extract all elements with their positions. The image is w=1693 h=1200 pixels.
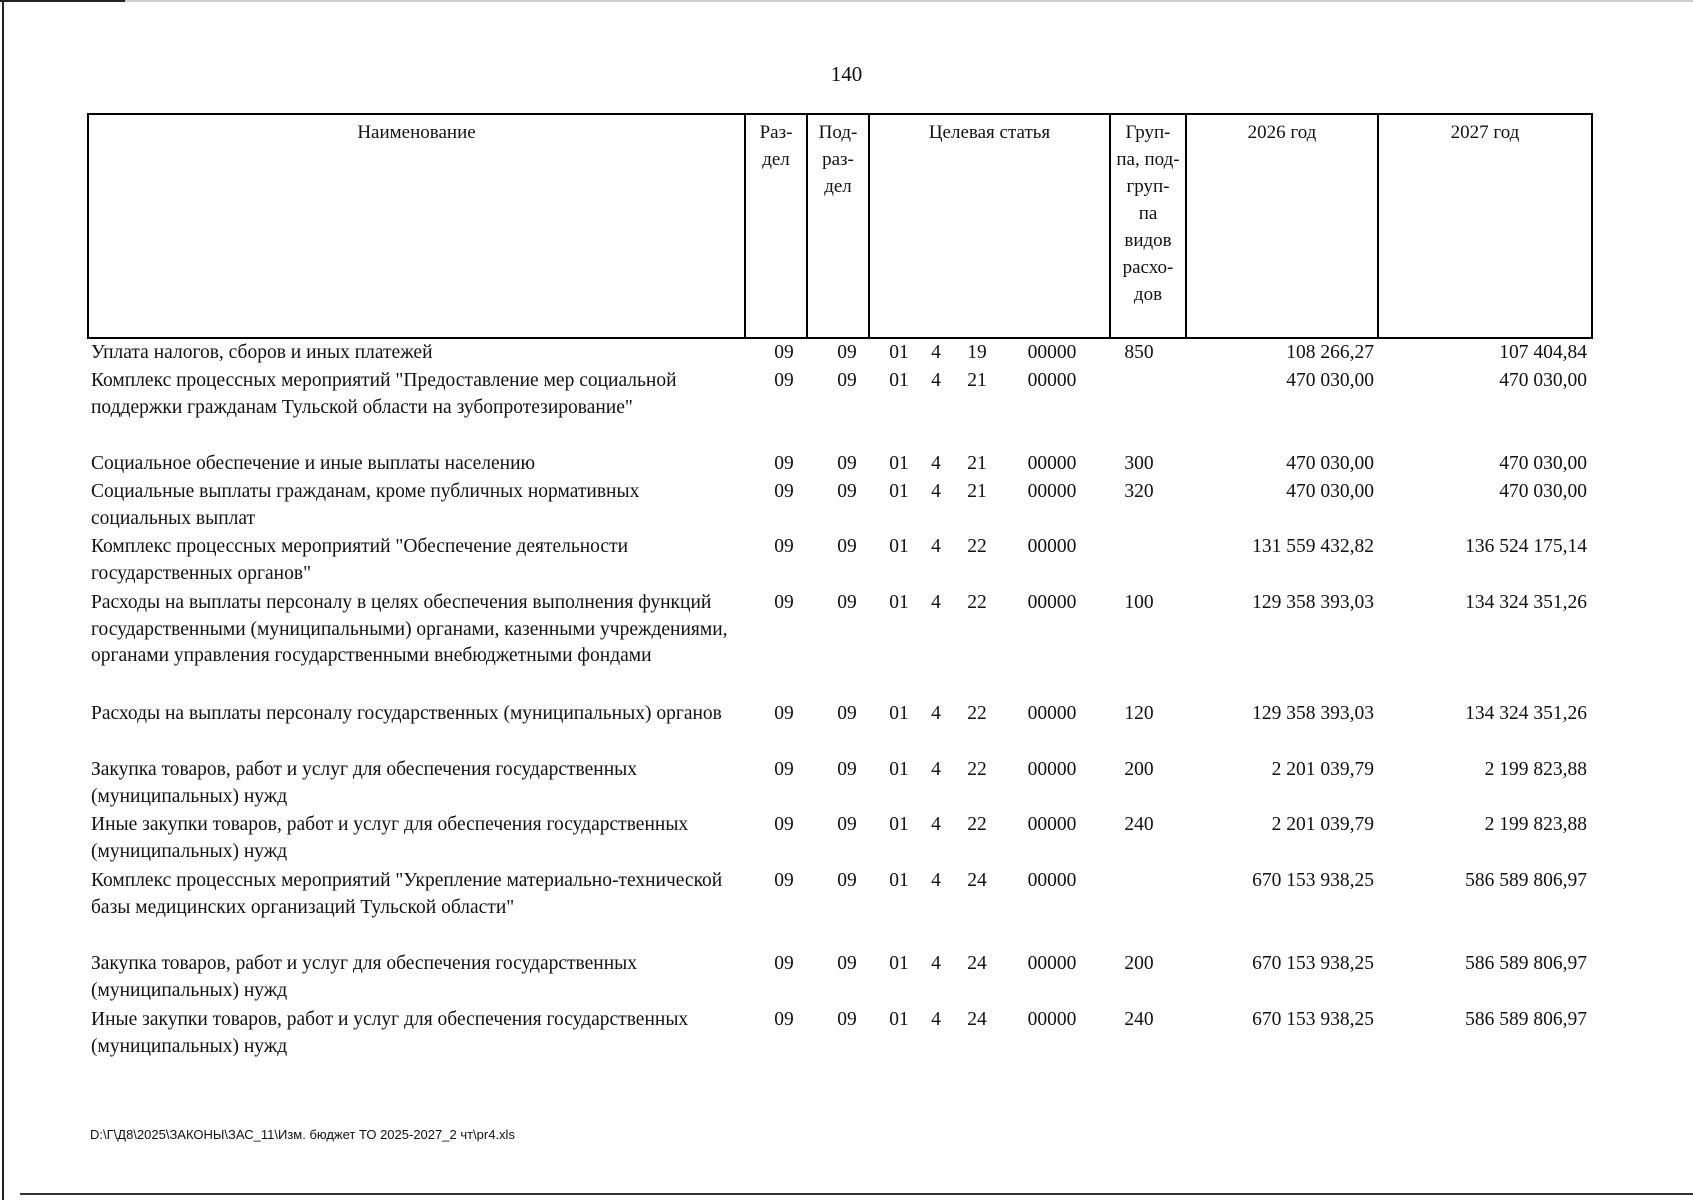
row-target-3: 22 — [967, 759, 987, 780]
row-razdel: 09 — [774, 370, 794, 391]
row-target-2: 4 — [931, 870, 941, 891]
scan-border-left — [2, 0, 4, 1200]
row-target-4: 00000 — [1027, 453, 1077, 474]
row-podrazdel: 09 — [837, 814, 857, 835]
row-target-4: 00000 — [1027, 870, 1077, 891]
row-group: 300 — [1124, 453, 1154, 474]
row-2026: 131 559 432,82 — [1252, 536, 1374, 557]
row-2027: 586 589 806,97 — [1465, 870, 1587, 891]
row-podrazdel: 09 — [837, 953, 857, 974]
row-target-3: 24 — [967, 870, 987, 891]
row-razdel: 09 — [774, 453, 794, 474]
row-target-1: 01 — [889, 342, 909, 363]
row-podrazdel: 09 — [837, 592, 857, 613]
row-target-2: 4 — [931, 1009, 941, 1030]
row-target-1: 01 — [889, 481, 909, 502]
row-group: 200 — [1124, 759, 1154, 780]
row-target-1: 01 — [889, 870, 909, 891]
row-target-3: 22 — [967, 814, 987, 835]
row-group: 100 — [1124, 592, 1154, 613]
row-target-4: 00000 — [1027, 370, 1077, 391]
row-2027: 107 404,84 — [1499, 342, 1587, 363]
row-target-1: 01 — [889, 453, 909, 474]
row-target-1: 01 — [889, 1009, 909, 1030]
row-name: Комплекс процессных мероприятий "Предоставление мер социальной поддержки гражданам Тульской области на зубопротезирование" — [91, 370, 677, 418]
row-target-3: 24 — [967, 1009, 987, 1030]
row-target-3: 24 — [967, 953, 987, 974]
scan-border-bottom — [20, 1193, 1693, 1195]
row-name: Расходы на выплаты персоналу государственных (муниципальных) органов — [91, 703, 722, 724]
header-group: Груп- па, под- груп- па видов расхо- дов — [1109, 115, 1185, 337]
row-name: Иные закупки товаров, работ и услуг для обеспечения государственных (муниципальных) нужд — [91, 814, 689, 862]
row-target-3: 19 — [967, 342, 987, 363]
row-razdel: 09 — [774, 814, 794, 835]
row-target-3: 22 — [967, 703, 987, 724]
row-target-2: 4 — [931, 370, 941, 391]
row-2027: 134 324 351,26 — [1465, 703, 1587, 724]
row-target-1: 01 — [889, 370, 909, 391]
row-2026: 470 030,00 — [1286, 453, 1374, 474]
row-razdel: 09 — [774, 953, 794, 974]
row-2026: 129 358 393,03 — [1252, 592, 1374, 613]
row-2027: 2 199 823,88 — [1484, 814, 1587, 835]
row-2026: 2 201 039,79 — [1271, 759, 1374, 780]
row-razdel: 09 — [774, 1009, 794, 1030]
row-target-1: 01 — [889, 759, 909, 780]
row-target-3: 21 — [967, 481, 987, 502]
row-target-4: 00000 — [1027, 953, 1077, 974]
row-name: Закупка товаров, работ и услуг для обеспечения государственных (муниципальных) нужд — [91, 953, 638, 1001]
row-target-2: 4 — [931, 953, 941, 974]
row-target-2: 4 — [931, 592, 941, 613]
row-podrazdel: 09 — [837, 481, 857, 502]
row-2026: 670 153 938,25 — [1252, 1009, 1374, 1030]
row-razdel: 09 — [774, 592, 794, 613]
scan-border-top — [0, 0, 1693, 2]
row-2027: 586 589 806,97 — [1465, 1009, 1587, 1030]
row-target-4: 00000 — [1027, 703, 1077, 724]
row-2026: 670 153 938,25 — [1252, 953, 1374, 974]
row-podrazdel: 09 — [837, 370, 857, 391]
row-target-4: 00000 — [1027, 481, 1077, 502]
row-target-1: 01 — [889, 592, 909, 613]
header-podrazdel: Под- раз- дел — [806, 115, 868, 337]
row-podrazdel: 09 — [837, 1009, 857, 1030]
row-2027: 136 524 175,14 — [1465, 536, 1587, 557]
row-2027: 470 030,00 — [1499, 370, 1587, 391]
row-name: Комплекс процессных мероприятий "Укрепление материально-технической базы медицинских организаций Тульской области" — [91, 870, 723, 918]
row-target-3: 22 — [967, 536, 987, 557]
header-target: Целевая статья — [868, 115, 1109, 337]
row-target-1: 01 — [889, 814, 909, 835]
row-target-2: 4 — [931, 342, 941, 363]
row-2026: 108 266,27 — [1286, 342, 1374, 363]
row-razdel: 09 — [774, 536, 794, 557]
row-2027: 586 589 806,97 — [1465, 953, 1587, 974]
row-target-2: 4 — [931, 703, 941, 724]
row-name: Иные закупки товаров, работ и услуг для обеспечения государственных (муниципальных) нужд — [91, 1009, 689, 1057]
row-razdel: 09 — [774, 342, 794, 363]
row-podrazdel: 09 — [837, 536, 857, 557]
row-group: 200 — [1124, 953, 1154, 974]
row-target-1: 01 — [889, 703, 909, 724]
row-razdel: 09 — [774, 759, 794, 780]
header-year-2027: 2027 год — [1377, 115, 1591, 337]
row-razdel: 09 — [774, 703, 794, 724]
row-group: 240 — [1124, 814, 1154, 835]
row-2026: 129 358 393,03 — [1252, 703, 1374, 724]
scan-border-top-mark — [0, 0, 125, 2]
row-name: Уплата налогов, сборов и иных платежей — [91, 342, 433, 363]
row-target-1: 01 — [889, 536, 909, 557]
row-target-3: 21 — [967, 453, 987, 474]
row-name: Комплекс процессных мероприятий "Обеспечение деятельности государственных органов" — [91, 536, 629, 584]
row-podrazdel: 09 — [837, 703, 857, 724]
row-name: Социальные выплаты гражданам, кроме публичных нормативных социальных выплат — [91, 481, 640, 529]
header-year-2026: 2026 год — [1185, 115, 1377, 337]
row-target-2: 4 — [931, 536, 941, 557]
row-2026: 470 030,00 — [1286, 481, 1374, 502]
row-podrazdel: 09 — [837, 453, 857, 474]
row-target-4: 00000 — [1027, 536, 1077, 557]
row-target-4: 00000 — [1027, 1009, 1077, 1030]
footer-file-path: D:\Г\Д8\2025\ЗАКОНЫ\ЗАС_11\Изм. бюджет ТО 2025-2027_2 чт\pr4.xls — [90, 1127, 515, 1142]
row-2026: 670 153 938,25 — [1252, 870, 1374, 891]
row-target-2: 4 — [931, 814, 941, 835]
row-name: Закупка товаров, работ и услуг для обеспечения государственных (муниципальных) нужд — [91, 759, 638, 807]
row-podrazdel: 09 — [837, 870, 857, 891]
row-group: 120 — [1124, 703, 1154, 724]
row-name: Социальное обеспечение и иные выплаты населению — [91, 453, 536, 474]
header-razdel: Раз- дел — [744, 115, 806, 337]
row-target-2: 4 — [931, 759, 941, 780]
table-header — [87, 113, 1593, 339]
row-name: Расходы на выплаты персоналу в целях обеспечения выполнения функций государственными (муниципальными) органами, казенными учреждениями, органами управления государственными внебюджетными фондами — [91, 592, 728, 666]
row-group: 320 — [1124, 481, 1154, 502]
row-target-3: 21 — [967, 370, 987, 391]
header-name: Наименование — [357, 122, 476, 143]
row-target-2: 4 — [931, 453, 941, 474]
row-2026: 470 030,00 — [1286, 370, 1374, 391]
row-target-4: 00000 — [1027, 759, 1077, 780]
row-razdel: 09 — [774, 870, 794, 891]
row-target-4: 00000 — [1027, 342, 1077, 363]
row-2027: 470 030,00 — [1499, 453, 1587, 474]
row-2026: 2 201 039,79 — [1271, 814, 1374, 835]
row-razdel: 09 — [774, 481, 794, 502]
row-2027: 470 030,00 — [1499, 481, 1587, 502]
row-target-4: 00000 — [1027, 592, 1077, 613]
row-podrazdel: 09 — [837, 759, 857, 780]
row-2027: 2 199 823,88 — [1484, 759, 1587, 780]
row-target-4: 00000 — [1027, 814, 1077, 835]
row-group: 850 — [1124, 342, 1154, 363]
row-group: 240 — [1124, 1009, 1154, 1030]
row-podrazdel: 09 — [837, 342, 857, 363]
row-target-1: 01 — [889, 953, 909, 974]
row-target-3: 22 — [967, 592, 987, 613]
row-2027: 134 324 351,26 — [1465, 592, 1587, 613]
row-target-2: 4 — [931, 481, 941, 502]
page-number: 140 — [830, 62, 863, 86]
